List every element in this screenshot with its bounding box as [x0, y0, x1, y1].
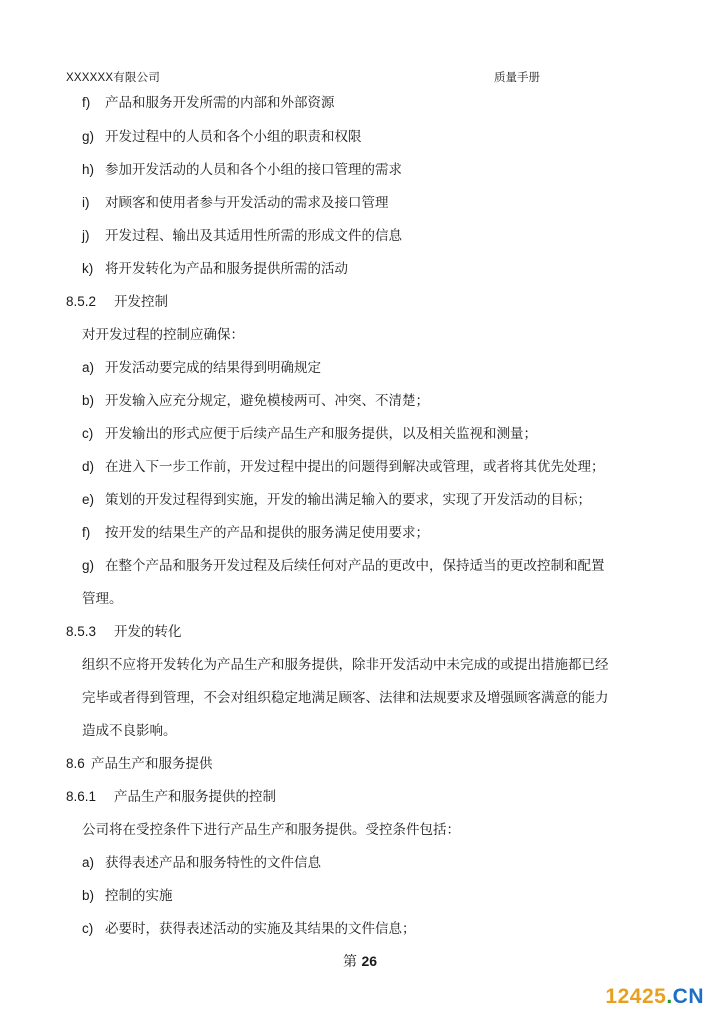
list-item: g) 开发过程中的人员和各个小组的职责和权限 [82, 129, 362, 145]
paragraph: 公司将在受控条件下进行产品生产和服务提供。受控条件包括： [82, 822, 460, 838]
list-item: i) 对顾客和使用者参与开发活动的需求及接口管理 [82, 195, 389, 211]
section-heading-8-5-3: 8.5.3 开发的转化 [66, 624, 182, 640]
list-item: c) 开发输出的形式应便于后续产品生产和服务提供，以及相关监视和测量； [82, 426, 537, 442]
page-number: 第 26 [342, 953, 378, 970]
paragraph-line: 组织不应将开发转化为产品生产和服务提供，除非开发活动中未完成的或提出措施都已经 [82, 657, 609, 673]
list-item: g) 在整个产品和服务开发过程及后续任何对产品的更改中，保持适当的更改控制和配置 [82, 558, 605, 574]
paragraph-line: 造成不良影响。 [82, 723, 177, 739]
paragraph: 对开发过程的控制应确保： [82, 327, 244, 343]
company-name: XXXXXX有限公司 [66, 72, 161, 84]
list-item: j) 开发过程、输出及其适用性所需的形成文件的信息 [82, 228, 402, 244]
list-item: b) 开发输入应充分规定，避免模棱两可、冲突、不清楚； [82, 393, 429, 409]
list-item: e) 策划的开发过程得到实施，开发的输出满足输入的要求，实现了开发活动的目标； [82, 492, 591, 508]
manual-title: 质量手册 [494, 70, 540, 84]
list-item: f) 按开发的结果生产的产品和提供的服务满足使用要求； [82, 525, 429, 541]
list-item: f) 产品和服务开发所需的内部和外部资源 [82, 95, 335, 111]
site-watermark: 12425.CN [605, 985, 704, 1008]
list-item: c) 必要时，获得表述活动的实施及其结果的文件信息； [82, 921, 416, 937]
list-item-continuation: 管理。 [82, 591, 123, 607]
section-heading-8-6: 8.6 产品生产和服务提供 [66, 756, 213, 772]
list-item: k) 将开发转化为产品和服务提供所需的活动 [82, 261, 348, 277]
list-item: d) 在进入下一步工作前，开发过程中提出的问题得到解决或管理，或者将其优先处理； [82, 459, 605, 475]
list-item: a) 开发活动要完成的结果得到明确规定 [82, 360, 321, 376]
list-item: b) 控制的实施 [82, 888, 173, 904]
paragraph-line: 完毕或者得到管理，不会对组织稳定地满足顾客、法律和法规要求及增强顾客满意的能力 [82, 690, 609, 706]
section-heading-8-5-2: 8.5.2 开发控制 [66, 294, 168, 310]
section-heading-8-6-1: 8.6.1 产品生产和服务提供的控制 [66, 789, 276, 805]
list-item: a) 获得表述产品和服务特性的文件信息 [82, 855, 321, 871]
list-item: h) 参加开发活动的人员和各个小组的接口管理的需求 [82, 162, 402, 178]
